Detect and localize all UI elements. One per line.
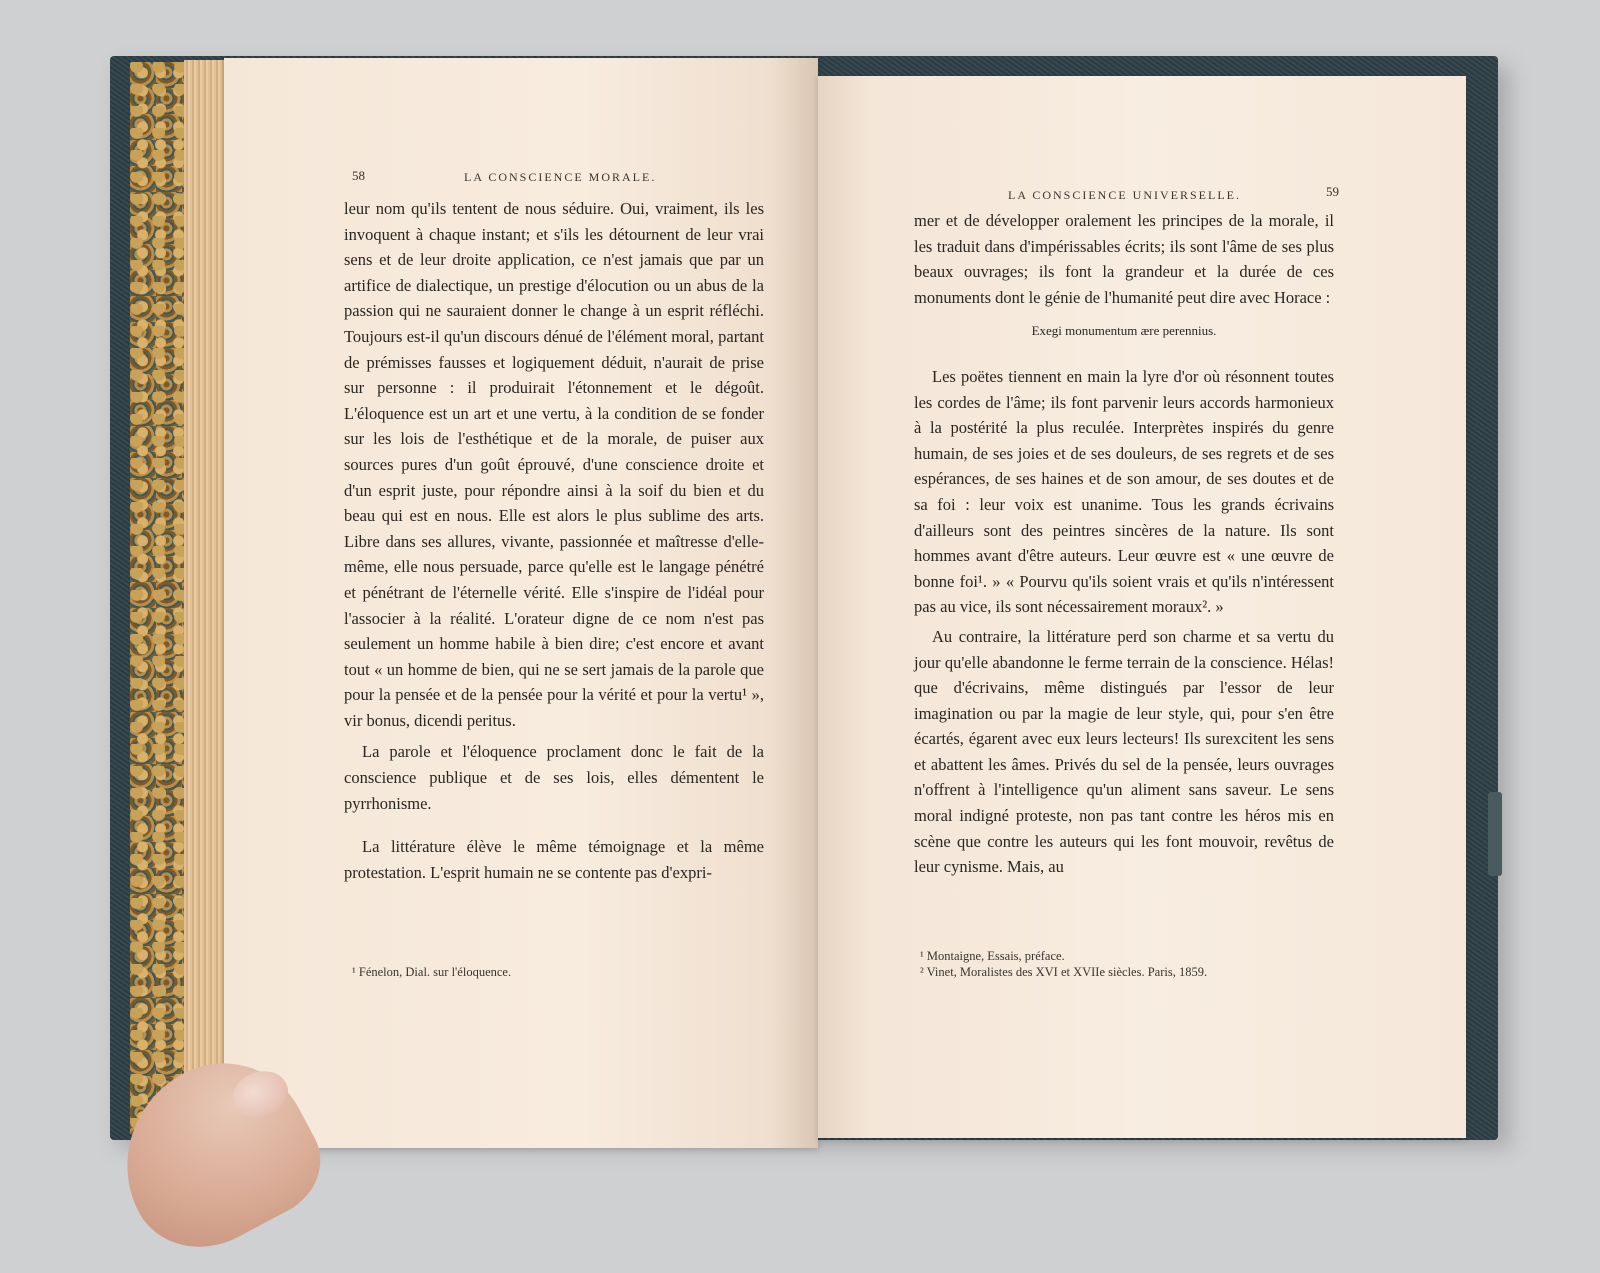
left-running-head: LA CONSCIENCE MORALE. bbox=[464, 170, 657, 184]
right-paragraph-1: mer et de développer oralement les principes de la morale, il les traduit dans d'impérissables écrits; ils sont l'âme de ses plus beaux ouvrages; ils font la grandeur et la durée de ces monuments dont le génie de l'humanité peut dire avec Horace : bbox=[914, 211, 1334, 307]
right-running-head: LA CONSCIENCE UNIVERSELLE. bbox=[1008, 188, 1241, 202]
marbled-endpaper bbox=[130, 62, 186, 1134]
left-page bbox=[224, 58, 818, 1148]
right-paragraph-3: Au contraire, la littérature perd son charme et sa vertu du jour qu'elle abandonne le ferme terrain de la conscience. Hélas! que d'écrivains, même distingués par l'essor de leur imagination ou par la magie de leur style, qui, pour s'en être écartés, égarent avec eux leurs lecteurs! Ils surexcitent les sens et abattent les âmes. Privés du sel de la pensée, leurs ouvrages n'offrent à l'intelligence qu'un aliment sans saveur. Le sens moral indigné proteste, non pas tant contre les héros mis en scène que contre les auteurs qui les font mouvoir, revêtus de leur cynisme. Mais, au bbox=[914, 626, 1334, 877]
right-body bbox=[914, 208, 1334, 880]
right-footnotes bbox=[920, 948, 1340, 980]
left-page-number: 58 bbox=[352, 168, 365, 183]
right-page bbox=[818, 76, 1466, 1138]
left-paragraph-3: La littérature élève le même témoignage et la même protestation. L'esprit humain ne se contente pas d'expri- bbox=[344, 837, 764, 882]
left-body bbox=[344, 196, 764, 885]
right-page-number: 59 bbox=[1326, 184, 1339, 199]
cover-clasp bbox=[1488, 792, 1502, 876]
right-paragraph-2: Les poëtes tiennent en main la lyre d'or où résonnent toutes les cordes de l'âme; ils font parvenir leurs accords harmonieux à la postérité la plus reculée. Interprètes inspirés du genre humain, de ses joies et de ses douleurs, de ses regrets et de ses espérances, de ses haines et de son amour, de ses doutes et de sa foi : leur voix est unanime. Tous les grands écrivains d'ailleurs sont des peintres sincères de la nature. Ils sont hommes avant d'être auteurs. Leur œuvre est « une œuvre de bonne foi¹. » « Pourvu qu'ils soient vrais et qu'ils n'intéressent pas au vice, ils sont nécessairement moraux². » bbox=[914, 366, 1334, 617]
right-footnote-2: ² Vinet, Moralistes des XVI et XVIIe siècles. Paris, 1859. bbox=[920, 965, 1208, 979]
page-block-edge bbox=[184, 60, 224, 1126]
right-footnote-1: ¹ Montaigne, Essais, préface. bbox=[920, 949, 1065, 963]
left-paragraph-2: La parole et l'éloquence proclament donc le fait de la conscience publique et de ses lois, elles démentent le pyrrhonisme. bbox=[344, 742, 764, 813]
horace-quote: Exegi monumentum ære perennius. bbox=[1031, 323, 1217, 339]
left-paragraph-1: leur nom qu'ils tentent de nous séduire. Oui, vraiment, ils les invoquent à chaque instant; et s'ils les détournent de leur vrai sens et de leur droite application, ce n'est jamais que par un artifice de dialectique, un prestige d'élocution ou un abus de la passion qui ne sauraient donner le change à un esprit réfléchi. Toujours est-il qu'un discours dénué de l'élément moral, partant de prémisses fausses et logiquement déduit, n'aurait de prise sur personne : il produirait l'étonnement et le dégoût. L'éloquence est un art et une vertu, à la condition de se fonder sur les lois de l'esthétique et de la morale, de puiser aux sources pures d'un goût éprouvé, d'une conscience droite et d'un esprit juste, pour répondre ainsi à la soif du bien et du beau qui est en nous. Elle est alors le plus sublime des arts. Libre dans ses allures, vivante, passionnée et maîtresse d'elle-même, elle nous persuade, parce qu'elle est le langage pénétré et pénétrant de l'éternelle vérité. Elle s'inspire de l'idéal pour l'associer à la réalité. L'orateur digne de ce nom n'est pas seulement un homme habile à bien dire; c'est encore et avant tout « un homme de bien, qui ne se sert jamais de la parole que pour la pensée et de la pensée pour la vérité et pour la vertu¹ », vir bonus, dicendi peritus. bbox=[344, 199, 764, 730]
left-footnote: ¹ Fénelon, Dial. sur l'éloquence. bbox=[352, 965, 512, 979]
